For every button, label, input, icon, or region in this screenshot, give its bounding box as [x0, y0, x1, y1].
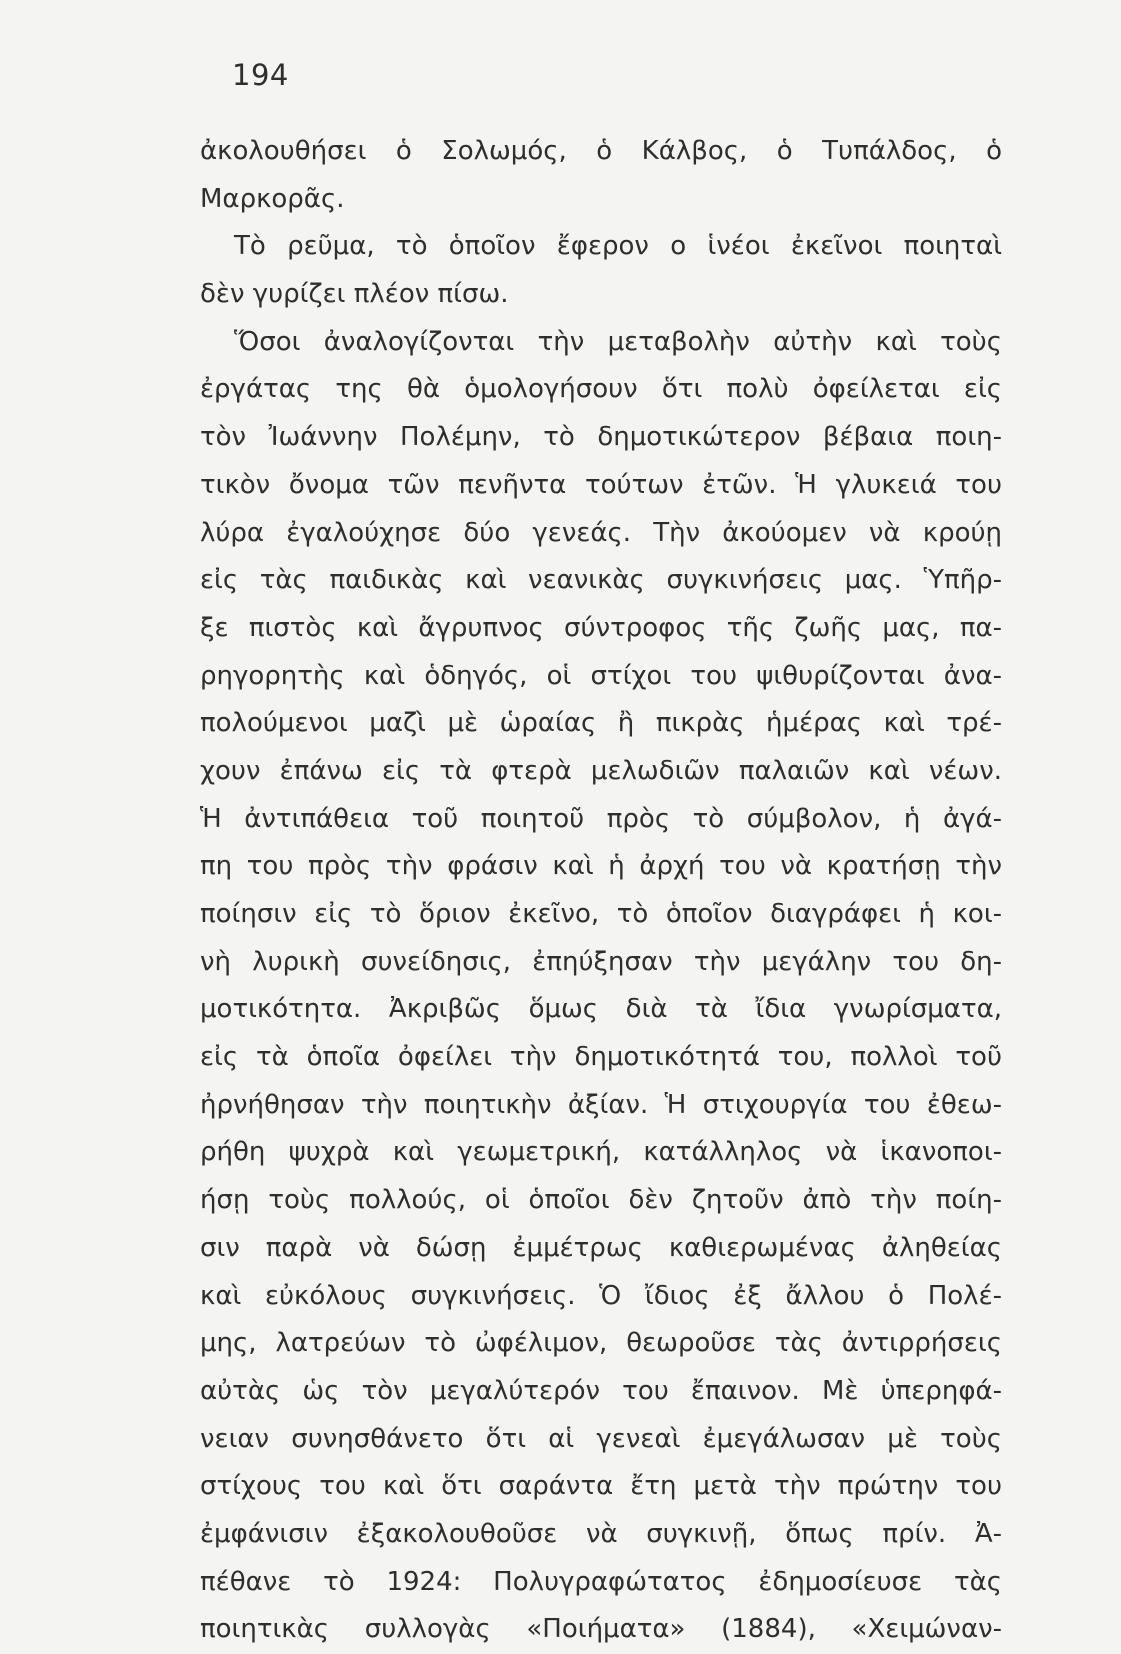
- text-line: νὴ λυρικὴ συνείδησις, ἐπηύξησαν τὴν μεγάλην του δη-: [200, 946, 1002, 977]
- text-line: εἰς τὰς παιδικὰς καὶ νεανικὰς συγκινήσεις μας. Ὑπῆρ-: [200, 565, 1002, 596]
- text-line: μης, λατρεύων τὸ ὠφέλιμον, θεωροῦσε τὰς ἀντιρρήσεις: [200, 1328, 1002, 1359]
- text-line: σιν παρὰ νὰ δώσῃ ἐμμέτρως καθιερωμένας ἀληθείας: [200, 1232, 1002, 1263]
- text-line: εἰς τὰ ὁποῖα ὀφείλει τὴν δημοτικότητά του, πολλοὶ τοῦ: [200, 1042, 1002, 1073]
- text-line: ἐμφάνισιν ἐξακολουθοῦσε νὰ συγκινῇ, ὅπως πρίν. Ἀ-: [200, 1518, 1002, 1549]
- text-line: χουν ἐπάνω εἰς τὰ φτερὰ μελωδιῶν παλαιῶν καὶ νέων.: [200, 755, 1002, 786]
- text-line: νειαν συνησθάνετο ὅτι αἱ γενεαὶ ἐμεγάλωσαν μὲ τοὺς: [200, 1423, 1002, 1454]
- text-line: Τὸ ρεῦμα, τὸ ὁποῖον ἔφερον ο ἱνέοι ἐκεῖνοι ποιηταὶ: [234, 231, 1002, 262]
- text-line: μοτικότητα. Ἀκριβῶς ὅμως διὰ τὰ ἴδια γνωρίσματα,: [200, 994, 1002, 1025]
- page-number: 194: [232, 58, 289, 92]
- text-line: λύρα ἐγαλούχησε δύο γενεάς. Τὴν ἀκούομεν νὰ κρούῃ: [200, 517, 1002, 548]
- text-line: ξε πιστὸς καὶ ἄγρυπνος σύντροφος τῆς ζωῆς μας, πα-: [200, 612, 1002, 643]
- text-line: τικὸν ὄνομα τῶν πενῆντα τούτων ἐτῶν. Ἡ γλυκειά του: [200, 469, 1002, 500]
- text-line: Ὅσοι ἀναλογίζονται τὴν μεταβολὴν αὐτὴν καὶ τοὺς: [234, 326, 1002, 357]
- text-line: Μαρκορᾶς.: [200, 183, 345, 214]
- text-line: ἠρνήθησαν τὴν ποιητικὴν ἀξίαν. Ἡ στιχουργία του ἐθεω-: [200, 1089, 1002, 1120]
- text-line: τὸν Ἰωάννην Πολέμην, τὸ δημοτικώτερον βέβαια ποιη-: [200, 422, 1002, 453]
- text-line: ἐργάτας της θὰ ὁμολογήσουν ὅτι πολὺ ὀφείλεται εἰς: [200, 374, 1002, 405]
- text-line: στίχους του καὶ ὅτι σαράντα ἔτη μετὰ τὴν πρώτην του: [200, 1471, 1002, 1502]
- body-text: [200, 128, 1002, 1654]
- text-line: ήσῃ τοὺς πολλούς, οἱ ὁποῖοι δὲν ζητοῦν ἀπὸ τὴν ποίη-: [200, 1185, 1002, 1216]
- text-line: ποιητικὰς συλλογὰς «Ποιήματα» (1884), «Χειμώναν-: [200, 1614, 1002, 1645]
- text-line: πολούμενοι μαζὶ μὲ ὡραίας ἢ πικρὰς ἡμέρας καὶ τρέ-: [200, 708, 1002, 739]
- text-line: ἀκολουθήσει ὁ Σολωμός, ὁ Κάλβος, ὁ Τυπάλδος, ὁ: [200, 136, 1002, 166]
- text-line: καὶ εὐκόλους συγκινήσεις. Ὁ ἴδιος ἐξ ἄλλου ὁ Πολέ-: [200, 1280, 1002, 1311]
- text-line: ποίησιν εἰς τὸ ὅριον ἐκεῖνο, τὸ ὁποῖον διαγράφει ἡ κοι-: [200, 899, 1002, 929]
- text-line: πη του πρὸς τὴν φράσιν καὶ ἡ ἀρχή του νὰ κρατήσῃ τὴν: [200, 851, 1002, 882]
- text-line: δὲν γυρίζει πλέον πίσω.: [200, 279, 509, 310]
- text-line: αὐτὰς ὡς τὸν μεγαλύτερόν του ἔπαινον. Μὲ ὑπερηφά-: [200, 1375, 1002, 1406]
- text-line: πέθανε τὸ 1924: Πολυγραφώτατος ἐδημοσίευσε τὰς: [200, 1566, 1002, 1597]
- text-line: Ἡ ἀντιπάθεια τοῦ ποιητοῦ πρὸς τὸ σύμβολον, ἡ ἀγά-: [200, 803, 1002, 834]
- text-line: ρήθη ψυχρὰ καὶ γεωμετρική, κατάλληλος νὰ ἱκανοποι-: [200, 1137, 1002, 1168]
- text-line: ρηγορητὴς καὶ ὁδηγός, οἱ στίχοι του ψιθυρίζονται ἀνα-: [200, 660, 1002, 691]
